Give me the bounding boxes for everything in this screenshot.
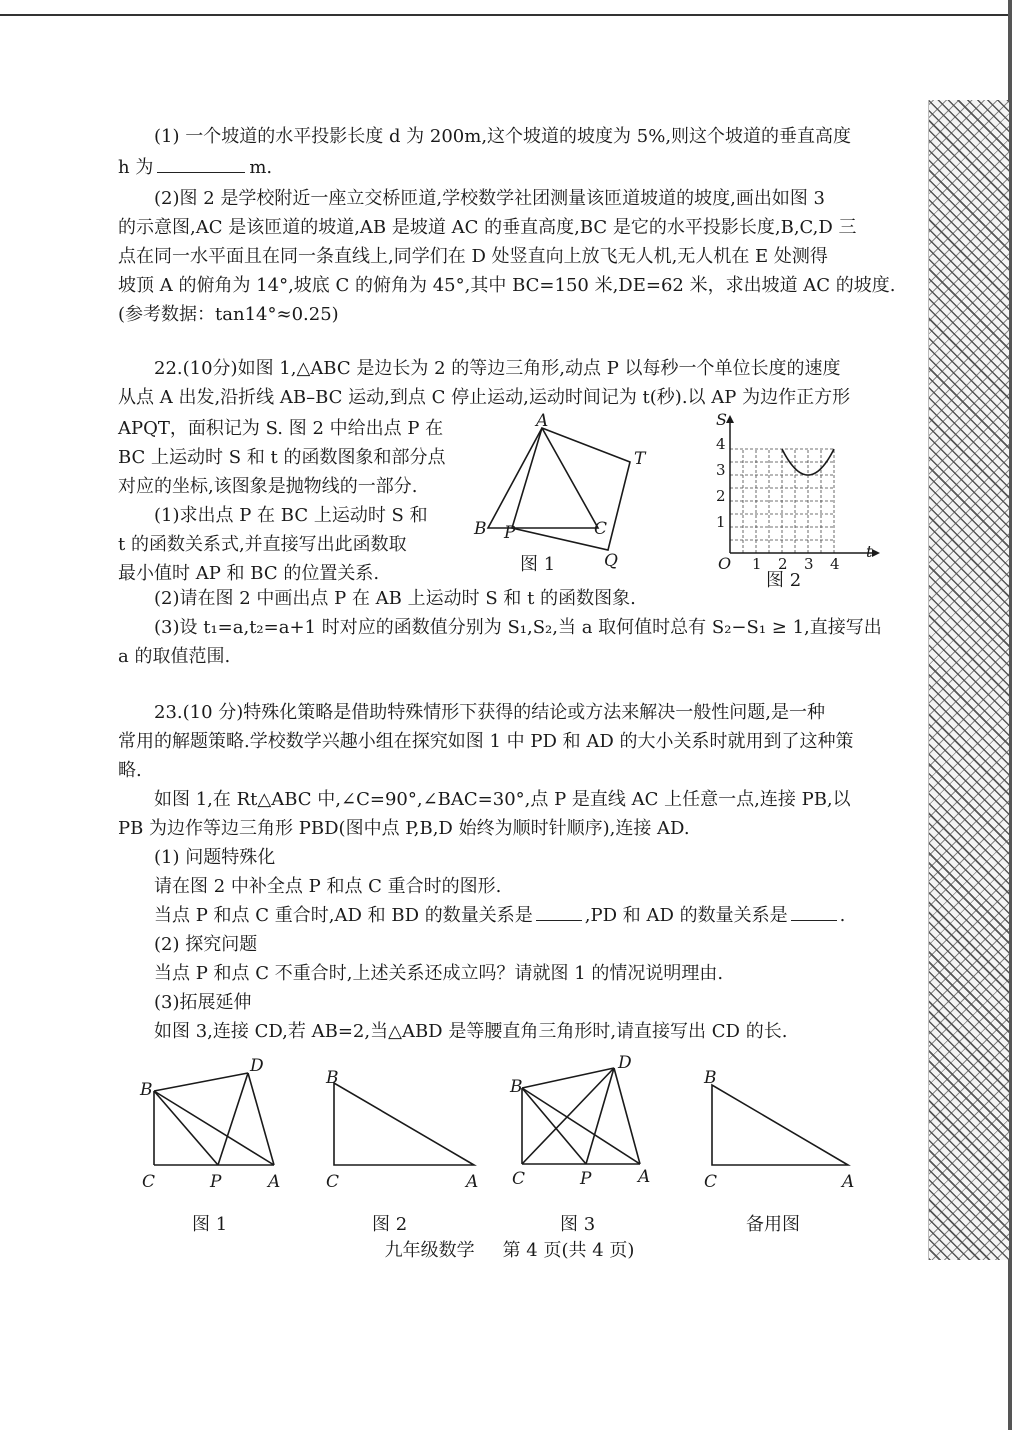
- q23-body-line: PB 为边作等边三角形 PBD(图中点 P,B,D 始终为顺时针顺序),连接 AD.: [118, 818, 690, 839]
- q22-figure1-caption: 图 1: [520, 554, 556, 575]
- seg-bd: [522, 1068, 614, 1088]
- label-a: A: [268, 1172, 281, 1192]
- q23-section3-line: 如图 3,连接 CD,若 AB=2,当△ABD 是等腰直角三角形时,请直接写出 CD 的长.: [154, 1021, 788, 1042]
- q23-section2-line: 当点 P 和点 C 不重合时,上述关系还成立吗？请就图 1 的情况说明理由.: [154, 963, 724, 984]
- q21-reference-data: (参考数据：tan14°≈0.25): [118, 304, 339, 325]
- q23-figure2-caption: 图 2: [372, 1214, 408, 1235]
- q21-part2-line: 坡顶 A 的俯角为 14°,坡底 C 的俯角为 45°,其中 BC=150 米,DE=62 米，求出坡道 AC 的坡度.: [118, 275, 896, 296]
- q21-part2-line: 的示意图,AC 是该匝道的坡道,AB 是坡道 AC 的垂直高度,BC 是它的水平投影长度,B,C,D 三: [118, 217, 857, 238]
- q22-left-line: 对应的坐标,该图象是抛物线的一部分.: [118, 476, 418, 497]
- label-c: C: [704, 1172, 718, 1192]
- chart-grid: [730, 449, 834, 553]
- q22-left-text: [118, 414, 470, 588]
- chart-x-tick: 2: [778, 555, 788, 573]
- q21-part1-line1: (1) 一个坡道的水平投影长度 d 为 200m,这个坡道的坡度为 5%,则这个坡道的垂直高度: [154, 126, 852, 147]
- q23-s1-text-b: ,PD 和 AD 的数量关系是: [584, 905, 788, 926]
- label-t: T: [634, 449, 646, 469]
- q21-part1-line2: [118, 153, 878, 182]
- q23-figure1-caption: 图 1: [192, 1214, 228, 1235]
- chart-x-label: t: [866, 542, 873, 561]
- label-p: P: [504, 523, 516, 543]
- q23-figure2: [318, 1055, 488, 1195]
- label-c: C: [594, 519, 608, 539]
- q22-figure2-chart: [700, 405, 885, 575]
- q22-part1-line: (1)求出点 P 在 BC 上运动时 S 和: [154, 505, 428, 526]
- q23-section2-title: (2) 探究问题: [154, 934, 258, 955]
- q23-intro-line: 常用的解题策略.学校数学兴趣小组在探究如图 1 中 PD 和 AD 的大小关系时就用到了这种策: [118, 731, 854, 752]
- q22-part1-line: 最小值时 AP 和 BC 的位置关系.: [118, 563, 380, 584]
- q23-intro-line: 23.(10 分)特殊化策略是借助特殊情形下获得的结论或方法来解决一般性问题,是一种: [154, 702, 826, 723]
- q21-part2-line: 点在同一水平面且在同一条直线上,同学们在 D 处竖直向上放飞无人机,无人机在 E 处测得: [118, 246, 828, 267]
- q23-s1-text-c: .: [839, 905, 846, 926]
- q21-part1-prefix: h 为: [118, 157, 154, 178]
- chart-y-tick: 4: [716, 435, 726, 453]
- seg-bp: [154, 1091, 218, 1165]
- q23-figure3: [506, 1052, 666, 1192]
- binding-pattern-strip: [928, 100, 1009, 1260]
- q22-part2: (2)请在图 2 中画出点 P 在 AB 上运动时 S 和 t 的函数图象.: [154, 588, 636, 609]
- footer-subject: 九年级数学: [384, 1240, 475, 1261]
- q23-spare-figure: [696, 1055, 866, 1195]
- label-p: P: [580, 1169, 592, 1189]
- label-a: A: [536, 411, 549, 431]
- chart-x-tick: 3: [804, 555, 814, 573]
- q23-spare-triangle: [712, 1085, 848, 1165]
- chart-y-arrow: [726, 415, 734, 423]
- seg-dp: [218, 1073, 248, 1165]
- label-b: B: [510, 1077, 523, 1097]
- chart-x-tick: 1: [752, 555, 762, 573]
- q22-left-line: BC 上运动时 S 和 t 的函数图象和部分点: [118, 447, 446, 468]
- q22-part3-line1: (3)设 t₁=a,t₂=a+1 时对应的函数值分别为 S₁,S₂,当 a 取何值时总有 S₂−S₁ ≥ 1,直接写出: [154, 617, 882, 638]
- q21-part1-suffix: m.: [249, 157, 273, 178]
- label-c: C: [326, 1172, 340, 1192]
- q22-left-line: APQT，面积记为 S. 图 2 中给出点 P 在: [118, 418, 444, 439]
- q23-s1-text-a: 当点 P 和点 C 重合时,AD 和 BD 的数量关系是: [154, 905, 533, 926]
- q23-section1-title: (1) 问题特殊化: [154, 847, 276, 868]
- q21-answer-blank: [157, 158, 245, 173]
- footer-page-number: 第 4 页(共 4 页): [502, 1240, 635, 1261]
- q23-answer-blank-1: [536, 906, 582, 921]
- q22-square-apqt: [512, 428, 630, 550]
- top-border-line: [0, 14, 1010, 16]
- label-c: C: [512, 1169, 526, 1189]
- label-b: B: [704, 1068, 717, 1088]
- q23-body-line: 如图 1,在 Rt△ABC 中,∠C=90°,∠BAC=30°,点 P 是直线 AC 上任意一点,连接 PB,以: [154, 789, 851, 810]
- chart-y-label: S: [716, 410, 727, 429]
- q23-spare-caption: 备用图: [746, 1214, 800, 1235]
- page-footer: [0, 1236, 1019, 1262]
- label-a: A: [638, 1167, 651, 1187]
- label-d: D: [250, 1056, 264, 1076]
- label-b: B: [140, 1080, 153, 1100]
- label-a: A: [842, 1172, 855, 1192]
- label-d: D: [618, 1053, 632, 1073]
- label-p: P: [210, 1172, 222, 1192]
- q22-intro-line: 从点 A 出发,沿折线 AB–BC 运动,到点 C 停止运动,运动时间记为 t(秒).以 AP 为边作正方形: [118, 387, 851, 408]
- label-b: B: [474, 519, 487, 539]
- q23-figure3-caption: 图 3: [560, 1214, 596, 1235]
- q23-answer-blank-2: [791, 906, 837, 921]
- q23-intro-line: 略.: [118, 760, 142, 781]
- chart-y-tick: 3: [716, 461, 726, 479]
- seg-bd: [154, 1073, 248, 1091]
- label-q: Q: [604, 551, 618, 570]
- q22-part3-line2: a 的取值范围.: [118, 646, 231, 667]
- q22-figure1: [470, 410, 660, 570]
- q21-part2-line: (2)图 2 是学校附近一座立交桥匝道,学校数学社团测量该匝道坡道的坡度,画出如图 3: [154, 188, 826, 209]
- q22-intro-line: 22.(10分)如图 1,△ABC 是边长为 2 的等边三角形,动点 P 以每秒一个单位长度的速度: [154, 358, 841, 379]
- chart-x-arrow: [872, 549, 880, 557]
- seg-bp: [522, 1088, 586, 1164]
- chart-x-tick: 4: [830, 555, 840, 573]
- chart-origin-label: O: [718, 554, 732, 573]
- label-c: C: [142, 1172, 156, 1192]
- label-a: A: [466, 1172, 479, 1192]
- q23-section1-line1: 请在图 2 中补全点 P 和点 C 重合时的图形.: [154, 876, 502, 897]
- label-b: B: [326, 1068, 339, 1088]
- chart-y-tick: 2: [716, 487, 726, 505]
- q23-section3-title: (3)拓展延伸: [154, 992, 252, 1013]
- q23-section1-line2: [118, 901, 914, 930]
- q22-figure2-caption: 图 2: [766, 570, 802, 591]
- q23-figure1: [130, 1055, 290, 1195]
- q22-part1-line: t 的函数关系式,并直接写出此函数取: [118, 534, 407, 555]
- chart-y-tick: 1: [716, 513, 726, 531]
- q23-fig2-triangle: [334, 1083, 474, 1165]
